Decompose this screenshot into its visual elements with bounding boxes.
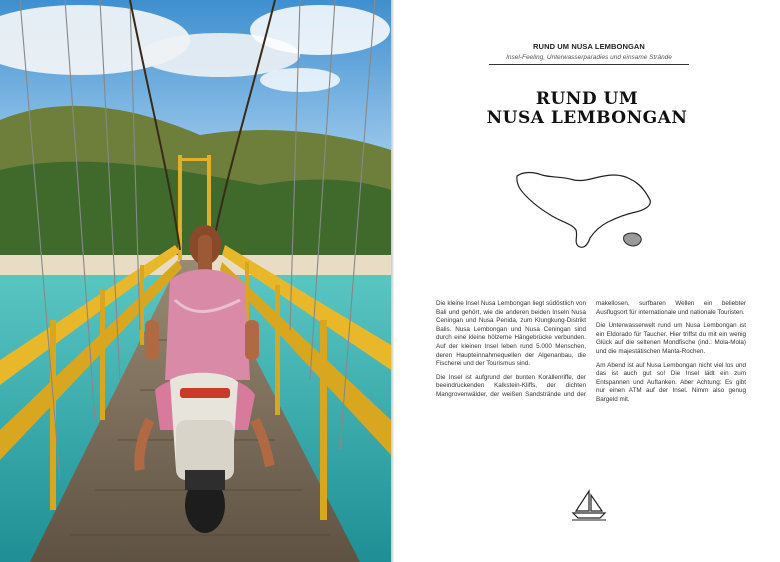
body-paragraph: Die kleine Insel Nusa Lembongan liegt südöstlich von Bali und gehört, wie die anderen beiden Inseln Nusa Ceningan und Nusa Penida, zum Klungkung-Distrikt Balis. Nusa Lembongan und Nusa Ceningan sind durch eine kleine hölzerne Hängebrücke verbunden. Auf der kleinen Insel leben rund 5.000 Menschen, deren Haupteinnahmequellen der Algenanbau, die Fischerei und der Tourismus sind. bbox=[436, 300, 586, 368]
chapter-title-line-2: NUSA LEMBONGAN bbox=[486, 108, 688, 128]
running-head bbox=[489, 42, 689, 65]
bali-island-outline-icon bbox=[512, 166, 662, 266]
running-head-title: RUND UM NUSA LEMBONGAN bbox=[533, 42, 645, 51]
body-paragraph: Die Insel ist aufgrund der bunten Korallenriffe, der beeindruckenden Kalkstein-Kliffs, der dichten Mangrovenwälder, der weißen Sandstrände und der makellosen, surfbaren Wellen ein beliebter Ausflugsort für internationale und nationale Touristen. bbox=[436, 300, 746, 398]
sailboat-logo-icon bbox=[570, 489, 608, 526]
chapter-title bbox=[434, 90, 740, 128]
body-paragraph: Die Unterwasserwelt rund um Nusa Lembongan ist ein Eldorado für Taucher. Hier triffst du mit ein wenig Glück auf die seltenen Mondfische (ind.: Mola-Mola) und die majestätischen Manta-Rochen. bbox=[596, 322, 746, 355]
chapter-title-line-1: RUND UM bbox=[535, 89, 639, 109]
body-text bbox=[436, 300, 746, 405]
right-page bbox=[394, 0, 780, 562]
running-head-subtitle: Insel-Feeling, Unterwasserparadies und einsame Strände bbox=[489, 54, 689, 65]
body-paragraph: Am Abend ist auf Nusa Lembongan nicht viel los und das ist auch gut so! Die Insel lädt ein zum Entspannen und Auftanken. Aber Achtung: Es gibt nur einen ATM auf der Insel. Nimm also genug Bargeld mit. bbox=[596, 361, 746, 403]
